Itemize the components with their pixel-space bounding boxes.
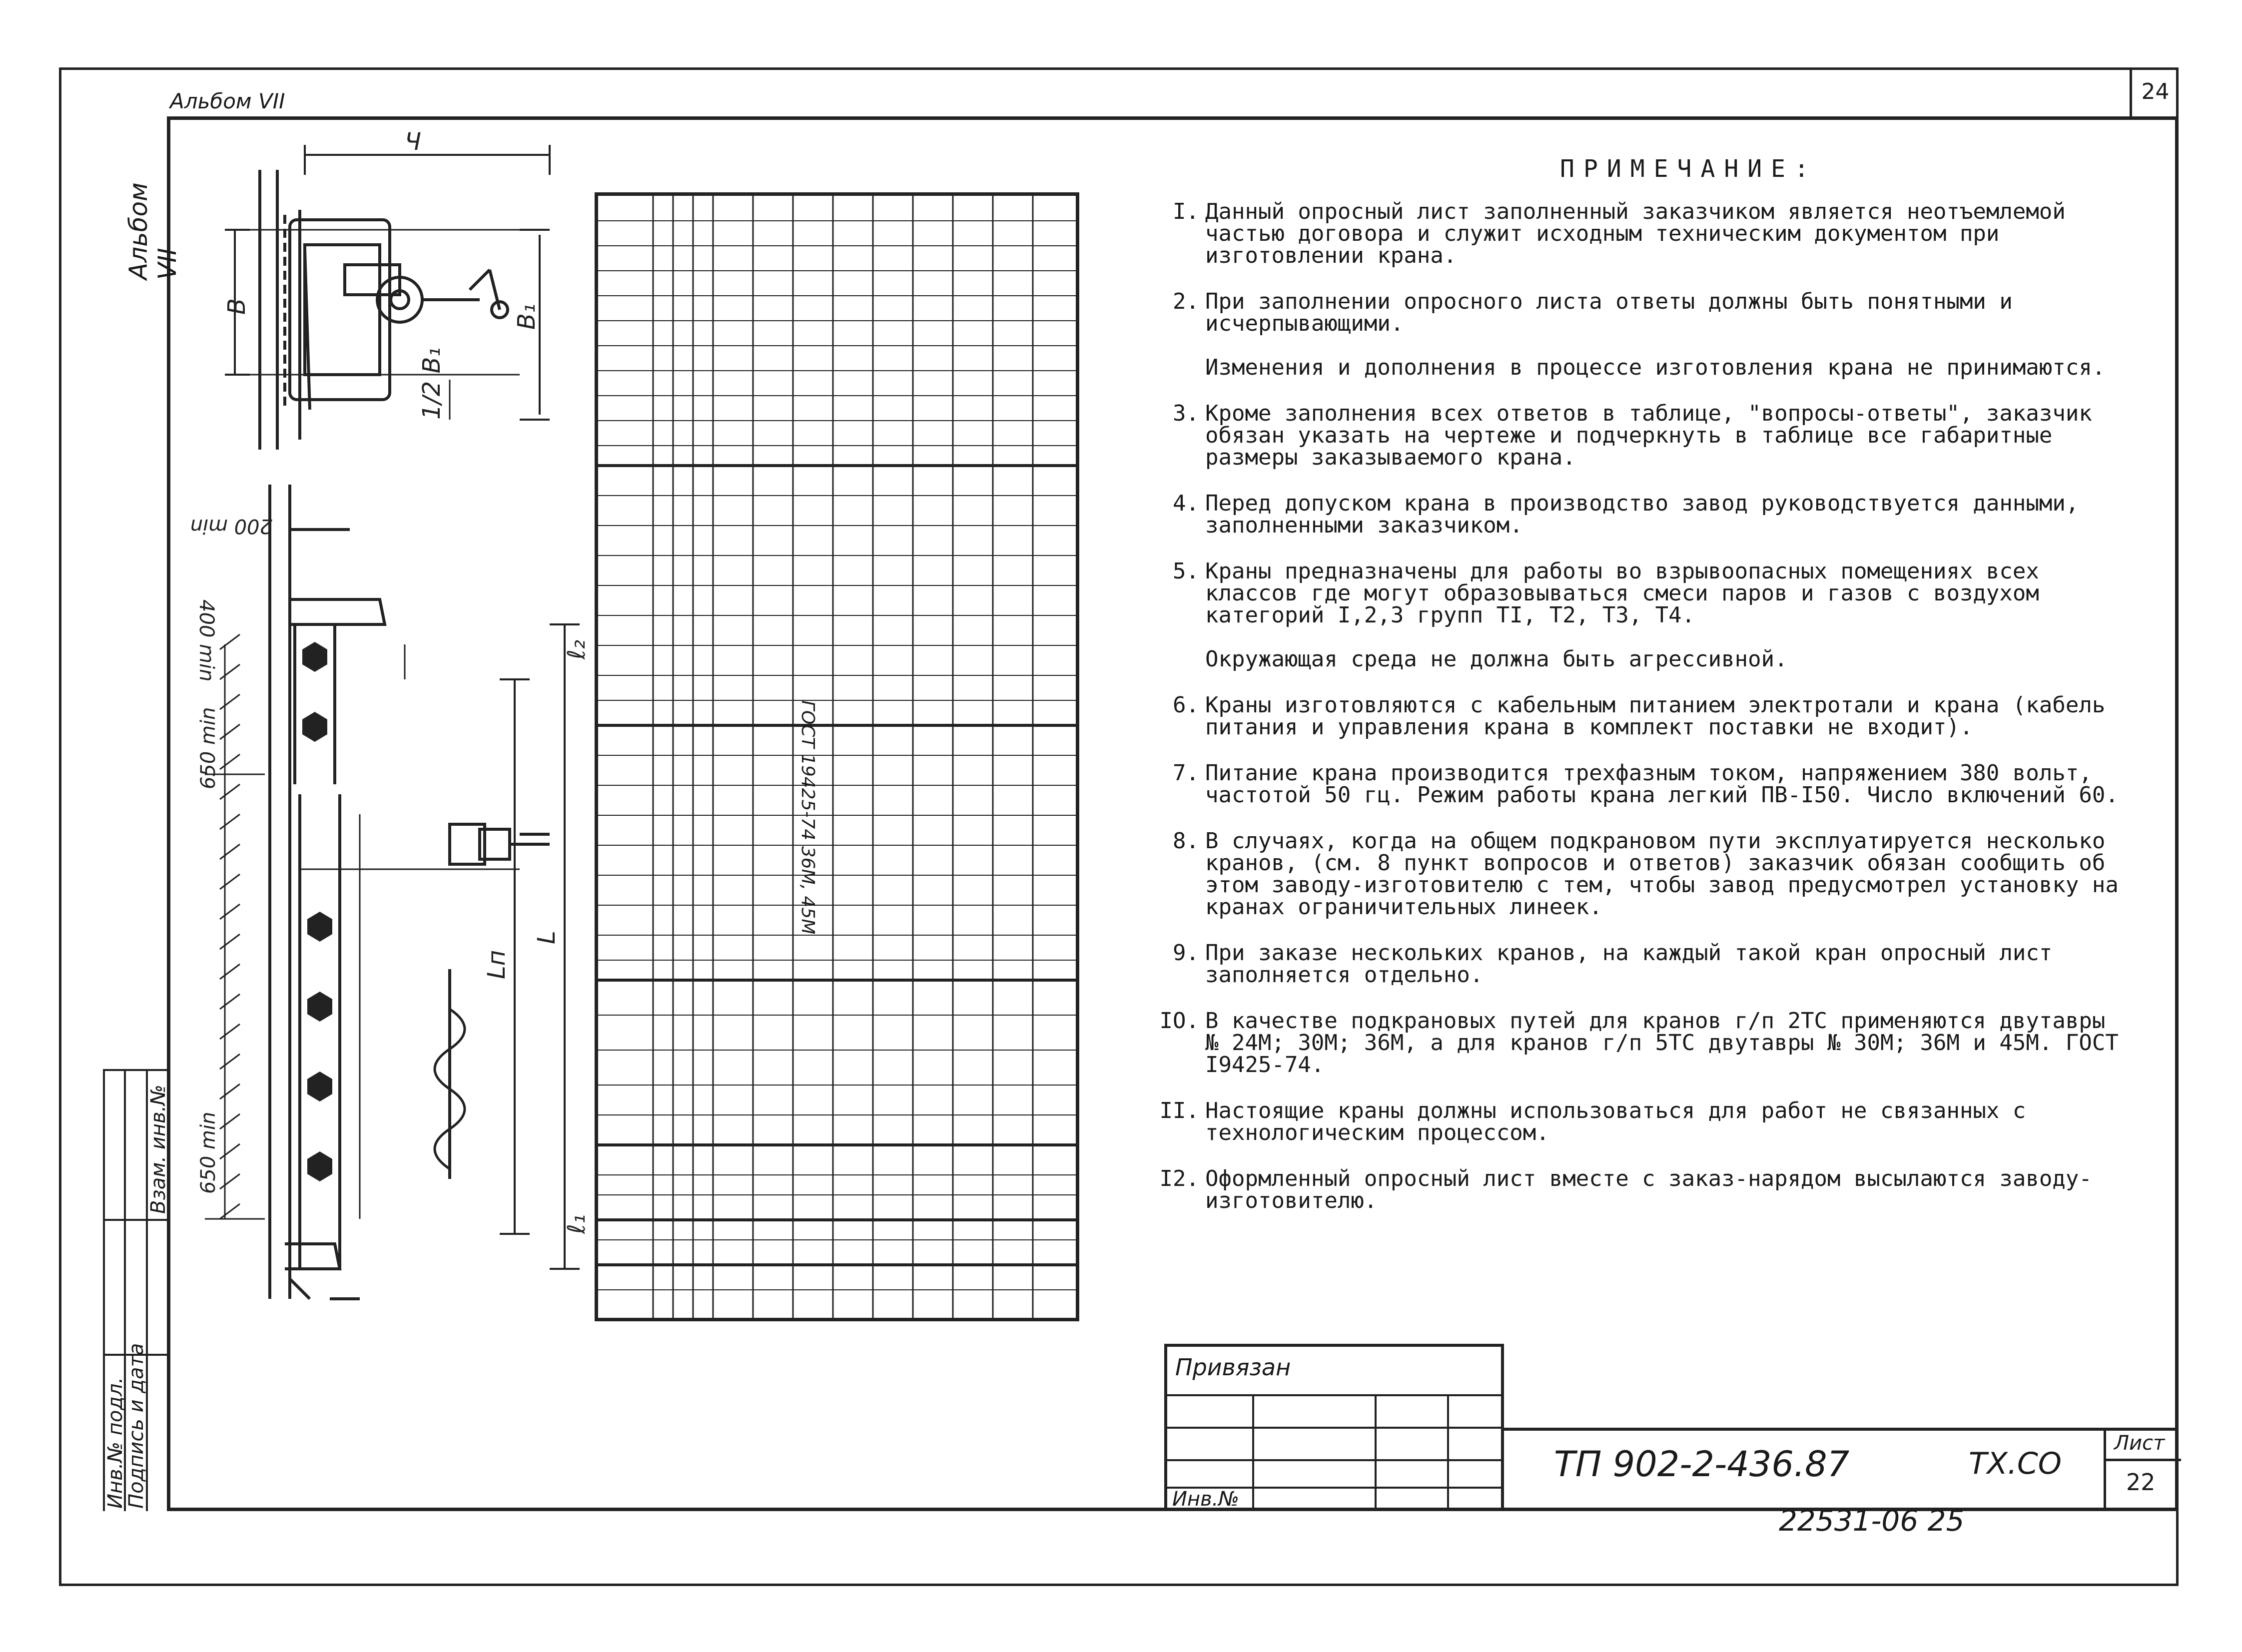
- note-number: II.: [1159, 1098, 1199, 1123]
- note-item: [1149, 1010, 2129, 1076]
- table-caption: ГОСТ 19425-74 36М, 45М: [797, 700, 818, 935]
- table-grid: [598, 196, 1076, 1318]
- title-block: [1164, 1344, 2179, 1511]
- note-paragraph: При заполнении опросного листа ответы должны быть понятными и исчерпывающими.: [1205, 289, 2013, 336]
- note-paragraph: В случаях, когда на общем подкрановом пути эксплуатируется несколько кранов, (см. 8 пункт вопросов и ответов) заказчик обязан сообщить об этом заводу-изготовителю с тем, чтобы завод предусмотрел установку на кранах ограничительных линеек.: [1205, 828, 2119, 920]
- note-paragraph: Питание крана производится трехфазным током, напряжением 380 вольт, частотой 50 гц. Режим работы крана легкий ПВ-I50. Число включений 60.: [1205, 760, 2119, 808]
- note-paragraph: Настоящие краны должны использоваться для работ не связанных с технологическим процессом.: [1205, 1098, 2026, 1145]
- note-number: 3.: [1173, 401, 1199, 426]
- note-number: 7.: [1173, 760, 1199, 786]
- drawing-label-b: В: [223, 298, 251, 315]
- note-paragraph: В качестве подкрановых путей для кранов г/п 2ТС применяются двутавры № 24М; 30М; 36М, а для кранов г/п 5ТС двутавры № 30М; 36М и 45М. ГОСТ I9425-74.: [1205, 1008, 2119, 1078]
- side-stamp-label: Инв.№ подл.: [104, 1377, 127, 1509]
- note-item: [1149, 403, 2129, 469]
- crane-parameters-table: [595, 192, 1079, 1321]
- side-stamp-label: Подпись и дата: [125, 1343, 148, 1509]
- note-paragraph: Краны предназначены для работы во взрывоопасных помещениях всех классов где могут образовываться смеси паров и газов с воздухом категорий I,2,3 групп ТI, Т2, Т3, Т4.: [1205, 558, 2039, 628]
- note-item: [1149, 1100, 2129, 1144]
- notes-list: [1149, 201, 2129, 1212]
- notes-title: ПРИМЕЧАНИЕ:: [1560, 155, 1818, 183]
- crane-drawing: [170, 120, 600, 1329]
- side-stamp-label: Взам. инв.№: [147, 1085, 170, 1214]
- drawing-label-l1: ℓ₁: [563, 1214, 591, 1234]
- drawing-label-200min: 200 min: [190, 515, 272, 538]
- page-number: 24: [2130, 67, 2179, 116]
- note-number: 6.: [1173, 692, 1199, 718]
- note-item: [1149, 694, 2129, 738]
- note-paragraph: Изменения и дополнения в процессе изготовления крана не принимаются.: [1205, 355, 2106, 380]
- album-label-vertical: Альбом VII: [124, 182, 182, 280]
- note-item: [1149, 942, 2129, 986]
- note-paragraph: Кроме заполнения всех ответов в таблице, "вопросы-ответы", заказчик обязан указать на чертеже и подчеркнуть в таблице все габаритные размеры заказываемого крана.: [1205, 401, 2092, 470]
- note-number: 4.: [1173, 491, 1199, 516]
- note-paragraph: Оформленный опросный лист вместе с заказ-нарядом высылаются заводу-изготовителю.: [1205, 1166, 2092, 1213]
- note-text: [1205, 291, 2129, 379]
- note-text: [1205, 201, 2129, 267]
- note-text: [1205, 1168, 2129, 1212]
- note-paragraph: Окружающая среда не должна быть агрессивной.: [1205, 646, 1788, 672]
- note-number: 8.: [1173, 828, 1199, 854]
- note-text: [1205, 560, 2129, 670]
- note-text: [1205, 694, 2129, 738]
- note-number: IO.: [1159, 1008, 1199, 1034]
- drawing-label-l: L: [533, 931, 561, 944]
- note-text: [1205, 1100, 2129, 1144]
- album-label: Альбом VII: [170, 89, 285, 113]
- drawing-label-ch: Ч: [405, 128, 421, 156]
- note-paragraph: Краны изготовляются с кабельным питанием электротали и крана (кабель питания и управления крана в комплект поставки не входит).: [1205, 692, 2106, 740]
- note-text: [1205, 762, 2129, 806]
- note-number: 9.: [1173, 940, 1199, 966]
- drawing-label-l2: ℓ₂: [563, 639, 591, 659]
- note-number: I.: [1173, 199, 1199, 224]
- note-text: [1205, 942, 2129, 986]
- note-text: [1205, 1010, 2129, 1076]
- document-code: ТП 902-2-436.87: [1554, 1444, 1850, 1485]
- section-code: ТХ.СО: [1969, 1446, 2062, 1481]
- note-item: [1149, 560, 2129, 670]
- note-number: I2.: [1159, 1166, 1199, 1191]
- note-text: [1205, 493, 2129, 537]
- note-paragraph: Данный опросный лист заполненный заказчиком является неотъемлемой частью договора и служит исходным техническим документом при изготовлении крана.: [1205, 199, 2066, 268]
- note-number: 2.: [1173, 289, 1199, 314]
- note-paragraph: При заказе нескольких кранов, на каждый такой кран опросный лист заполняется отдельно.: [1205, 940, 2053, 988]
- note-text: [1205, 403, 2129, 469]
- note-item: [1149, 291, 2129, 379]
- bound-label: Привязан: [1175, 1354, 1291, 1381]
- sheet-label: Лист: [2114, 1432, 2165, 1455]
- drawing-label-400min: 400 min: [195, 599, 218, 682]
- side-stamp: [103, 1069, 170, 1511]
- drawing-label-half-b1: 1/2 В₁: [418, 347, 446, 420]
- note-paragraph: Перед допуском крана в производство завод руководствуется данными, заполненными заказчиком.: [1205, 491, 2079, 538]
- note-item: [1149, 201, 2129, 267]
- notes-section: [1149, 155, 2129, 1236]
- inventory-label: Инв.№: [1172, 1488, 1239, 1511]
- drawing-label-650min-top: 650 min: [197, 707, 220, 789]
- note-number: 5.: [1173, 558, 1199, 584]
- drawing-label-650min-bottom: 650 min: [197, 1111, 220, 1194]
- note-item: [1149, 1168, 2129, 1212]
- archive-code: 22531-06 25: [1779, 1504, 1965, 1538]
- sheet-number: 22: [2126, 1469, 2156, 1496]
- drawing-label-lp: Lп: [483, 950, 511, 979]
- note-item: [1149, 493, 2129, 537]
- note-text: [1205, 830, 2129, 918]
- note-item: [1149, 830, 2129, 918]
- binding-box: [1164, 1344, 1504, 1511]
- drawing-label-b1: В₁: [513, 303, 541, 330]
- sheet-box: [2104, 1428, 2181, 1511]
- note-item: [1149, 762, 2129, 806]
